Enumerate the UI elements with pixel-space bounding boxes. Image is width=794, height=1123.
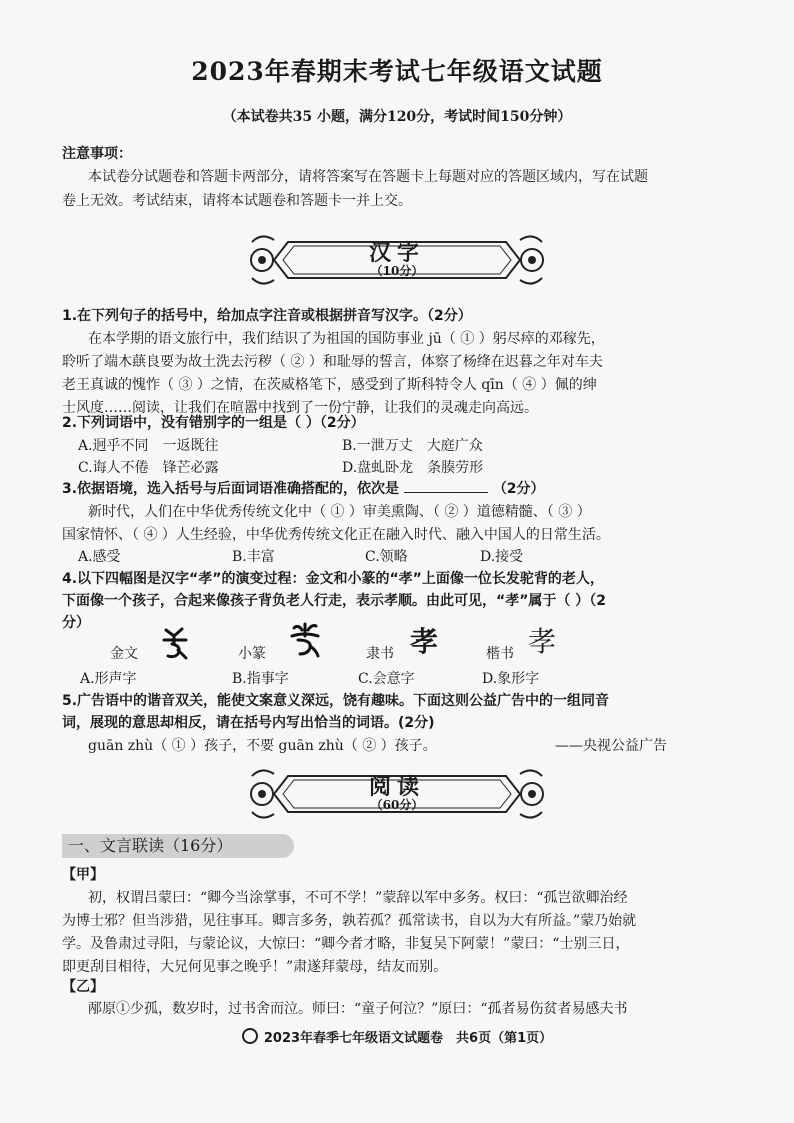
lishu-xiao-glyph: 孝 [410,625,439,658]
passage-jia-label: 【甲】 [62,867,104,883]
question-1-text: 士风度……阅读，让我们在喧嚣中找到了一份宁静，让我们的灵魂走向高远。 [62,400,538,416]
script-label-kaishu: 楷书 [486,646,514,662]
question-1-stem: 1.在下列句子的括号中，给加点字注音或根据拼音写汉字。（2分） [62,308,472,324]
script-label-xiaozhuan: 小篆 [238,646,266,662]
question-3-text: 新时代，人们在中华优秀传统文化中（ ① ）审美熏陶、（ ② ）道德精髓、（ ③ ） [88,504,591,520]
banner-title: 阅读 [368,774,425,800]
question-2-option-b: B.一泄万丈 大庭广众 [342,438,483,454]
question-5-stem: 5.广告语中的谐音双关，能使文案意义深远，饶有趣味。下面这则公益广告中的一组同音 [62,693,610,709]
banner-score: （10分） [370,264,424,278]
question-3-stem [62,478,742,500]
question-2-option-a: A.迥乎不同 一返既往 [78,438,219,454]
script-label-lishu: 隶书 [366,646,394,662]
section-banner-hanzi [248,232,546,288]
question-2-option-c: C.诲人不倦 锋芒必露 [78,460,219,476]
question-3-option-d: D.接受 [480,549,524,565]
question-4-stem: 分） [62,615,90,631]
question-2-option-d: D.盘虬卧龙 条腠劳形 [342,460,484,476]
passage-yi-label: 【乙】 [62,979,104,995]
script-label-jinwen: 金文 [110,646,138,662]
question-3-option-c: C.领略 [365,549,408,565]
xiaozhuan-xiao-glyph-icon [288,622,322,658]
question-5-source: ——央视公益广告 [555,738,667,754]
question-5-text: guān zhù（ ① ）孩子，不要 guān zhù（ ② ）孩子。 [88,738,437,754]
question-4-stem: 4.以下四幅图是汉字“孝”的演变过程：金文和小篆的“孝”上面像一位长发驼背的老人， [62,571,604,587]
question-3-text: 国家情怀、（ ④ ）人生经验，中华优秀传统文化正在融入时代、融入中国人的日常生活。 [62,527,610,543]
footer-text: 2023年春季七年级语文试题卷 共6页（第1页） [263,1031,553,1046]
question-4-option-d: D.象形字 [482,671,540,687]
kaishu-xiao-glyph: 孝 [528,625,557,658]
question-4-option-c: C.会意字 [358,671,415,687]
passage-yi-text: 邴原①少孤，数岁时，过书舍而泣。师曰：“童子何泣？”原曰：“孤者易伤贫者易感夫书 [88,1001,628,1017]
section-banner-yuedu [248,766,546,822]
question-3-stem-text: 3.依据语境，选入括号与后面词语准确搭配的，依次是 [62,481,400,497]
passage-jia-text: 学。及鲁肃过寻阳，与蒙论议，大惊曰：“卿今者才略，非复吴下阿蒙！”蒙曰：“士别三日， [62,936,630,952]
page-title: 2023年春期末考试七年级语文试题 [191,57,603,86]
question-2-stem: 2.下列词语中，没有错别字的一组是（ ）（2分） [62,415,365,431]
passage-jia-text: 即更刮目相待，大兄何见事之晚乎！”肃遂拜蒙母，结友而别。 [62,959,448,975]
question-4-option-b: B.指事字 [232,671,289,687]
page-footer [0,1027,794,1046]
question-3-option-a: A.感受 [78,549,121,565]
jinwen-xiao-glyph-icon [160,626,190,660]
passage-jia-text: 初，权谓吕蒙曰：“卿今当涂掌事，不可不学！”蒙辞以军中多务。权曰：“孤岂欲卿治经 [88,890,628,906]
question-4-option-a: A.形声字 [80,671,137,687]
notice-label: 注意事项： [62,146,132,162]
question-5-stem: 词，展现的意思却相反，请在括号内写出恰当的词语。(2分) [62,715,435,731]
question-3-score: （2分） [492,481,545,497]
question-4-stem: 下面像一个孩子，合起来像孩子背负老人行走，表示孝顺。由此可见，“孝”属于（ ）（2 [62,593,607,609]
answer-blank [404,478,488,493]
notice-line: 卷上无效。考试结束，请将本试题卷和答题卡一并上交。 [62,193,412,209]
banner-title: 汉字 [368,240,425,266]
banner-score: （60分） [370,798,424,812]
question-3-option-b: B.丰富 [232,549,275,565]
footer-logo-icon [242,1028,258,1044]
passage-jia-text: 为博士邪？但当涉猎，见往事耳。卿言多务，孰若孤？孤常读书，自以为大有所益。”蒙乃始就 [62,913,637,929]
question-1-text: 老王真诚的愧怍（ ③ ）之情，在茨威格笔下，感受到了斯科特令人 qīn（ ④ ）佩的绅 [62,377,597,393]
notice-line: 本试卷分试题卷和答题卡两部分，请将答案写在答题卡上每题对应的答题区域内，写在试题 [88,169,648,185]
question-1-text: 聆听了端木蕻良要为故土洗去污秽（ ② ）和耻辱的誓言，体察了杨绛在迟暮之年对车夫 [62,354,603,370]
question-1-text: 在本学期的语文旅行中，我们结识了为祖国的国防事业 jū（ ① ）躬尽瘁的邓稼先， [88,331,605,347]
section-heading: 一、文言联读（16分） [62,834,294,858]
exam-instructions-summary: （本试卷共35 小题，满分120分，考试时间150分钟） [222,109,572,125]
